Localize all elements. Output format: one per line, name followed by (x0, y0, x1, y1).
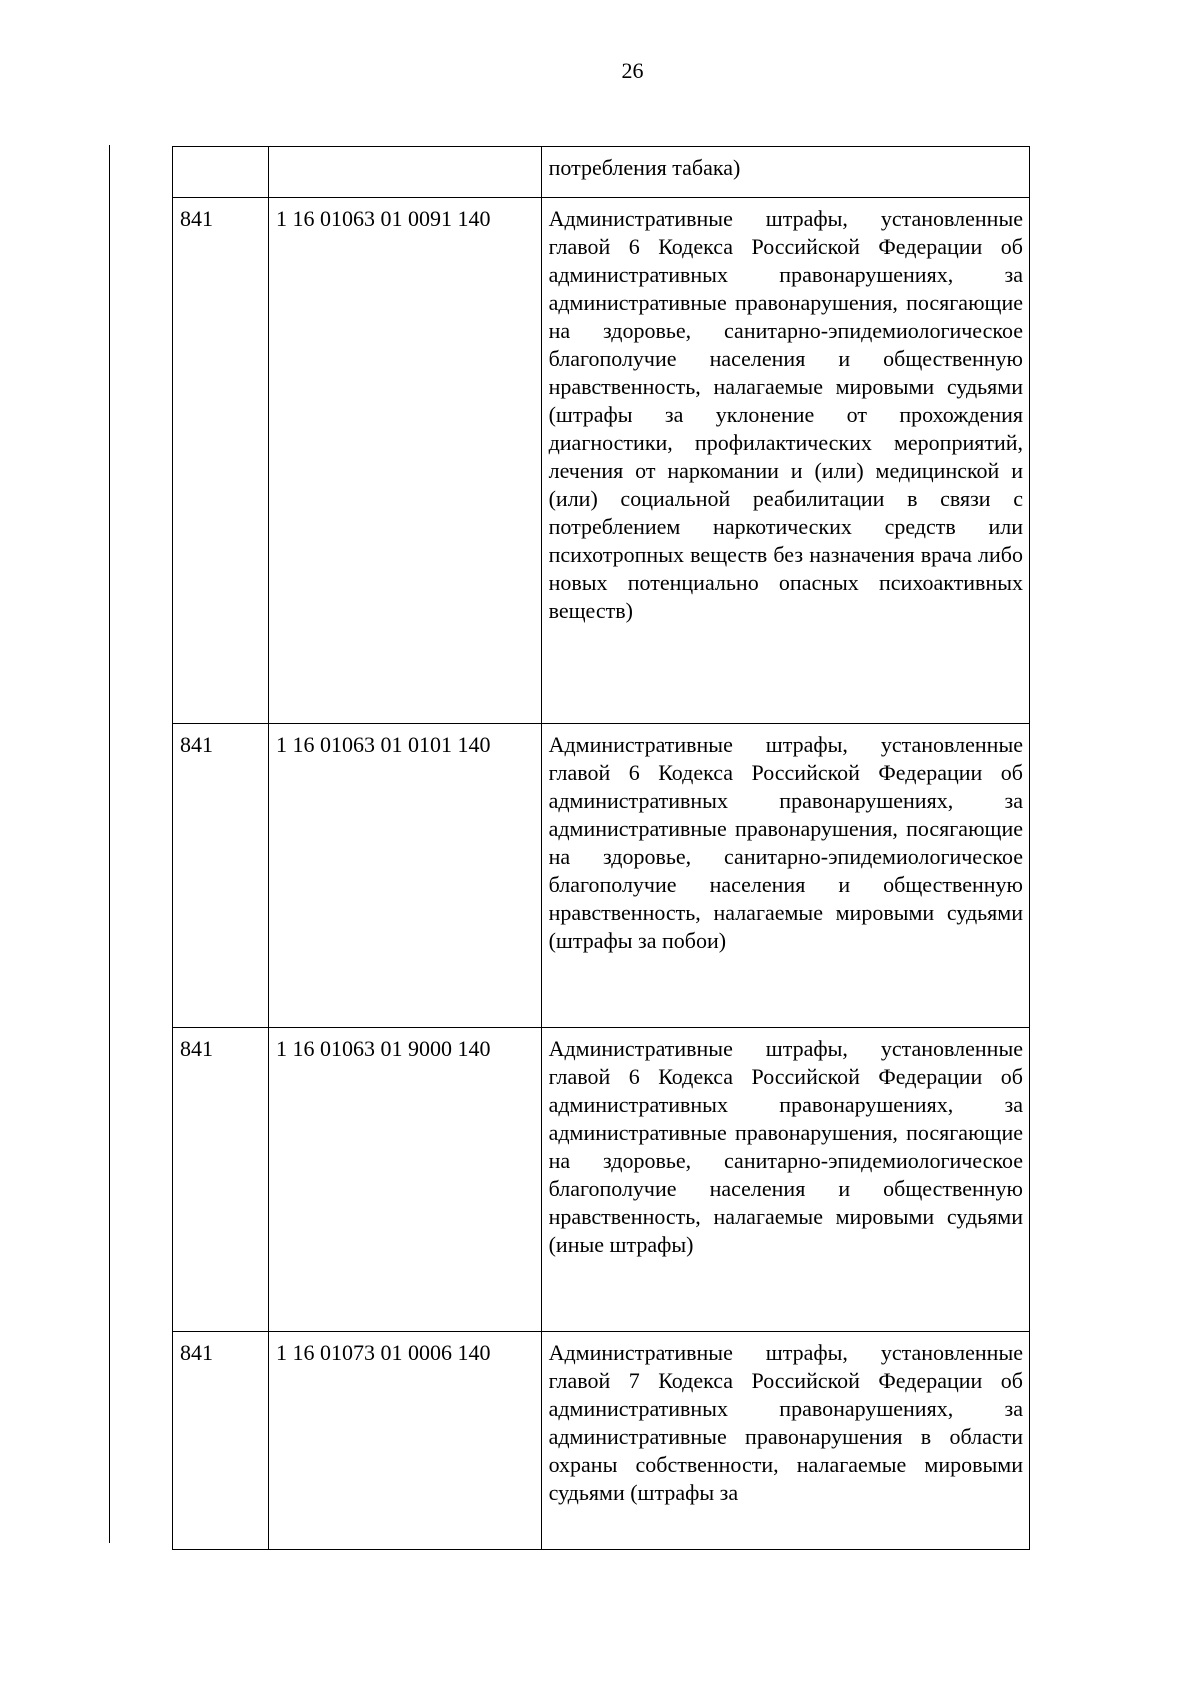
kbk-code-cell (269, 147, 542, 198)
budget-codes-table (172, 146, 1030, 1550)
kbk-code-cell: 1 16 01073 01 0006 140 (269, 1332, 542, 1550)
kbk-code-cell: 1 16 01063 01 0091 140 (269, 198, 542, 724)
table-row (173, 724, 1030, 1028)
description-cell: потребления табака) (541, 147, 1029, 198)
kbk-code-cell: 1 16 01063 01 0101 140 (269, 724, 542, 1028)
table-row (173, 1028, 1030, 1332)
description-cell: Административные штрафы, установленные главой 6 Кодекса Российской Федерации об административных правонарушениях, за административные правонарушения, посягающие на здоровье, санитарно-эпидемиологическое благополучие населения и общественную нравственность, налагаемые мировыми судьями (штрафы за уклонение от прохождения диагностики, профилактических мероприятий, лечения от наркомании и (или) медицинской и (или) социальной реабилитации в связи с потреблением наркотических средств или психотропных веществ без назначения врача либо новых потенциально опасных психоактивных веществ) (541, 198, 1029, 724)
description-cell: Административные штрафы, установленные главой 6 Кодекса Российской Федерации об административных правонарушениях, за административные правонарушения, посягающие на здоровье, санитарно-эпидемиологическое благополучие населения и общественную нравственность, налагаемые мировыми судьями (иные штрафы) (541, 1028, 1029, 1332)
admin-code-cell: 841 (173, 724, 269, 1028)
description-cell: Административные штрафы, установленные главой 6 Кодекса Российской Федерации об административных правонарушениях, за административные правонарушения, посягающие на здоровье, санитарно-эпидемиологическое благополучие населения и общественную нравственность, налагаемые мировыми судьями (штрафы за побои) (541, 724, 1029, 1028)
page-number: 26 (621, 58, 644, 83)
description-cell: Административные штрафы, установленные главой 7 Кодекса Российской Федерации об административных правонарушениях, за административные правонарушения в области охраны собственности, налагаемые мировыми судьями (штрафы за (541, 1332, 1029, 1550)
table-row (173, 147, 1030, 198)
admin-code-cell: 841 (173, 1028, 269, 1332)
left-margin-rule (109, 145, 110, 1543)
admin-code-cell: 841 (173, 198, 269, 724)
table-row (173, 198, 1030, 724)
kbk-code-cell: 1 16 01063 01 9000 140 (269, 1028, 542, 1332)
admin-code-cell (173, 147, 269, 198)
admin-code-cell: 841 (173, 1332, 269, 1550)
table-row (173, 1332, 1030, 1550)
